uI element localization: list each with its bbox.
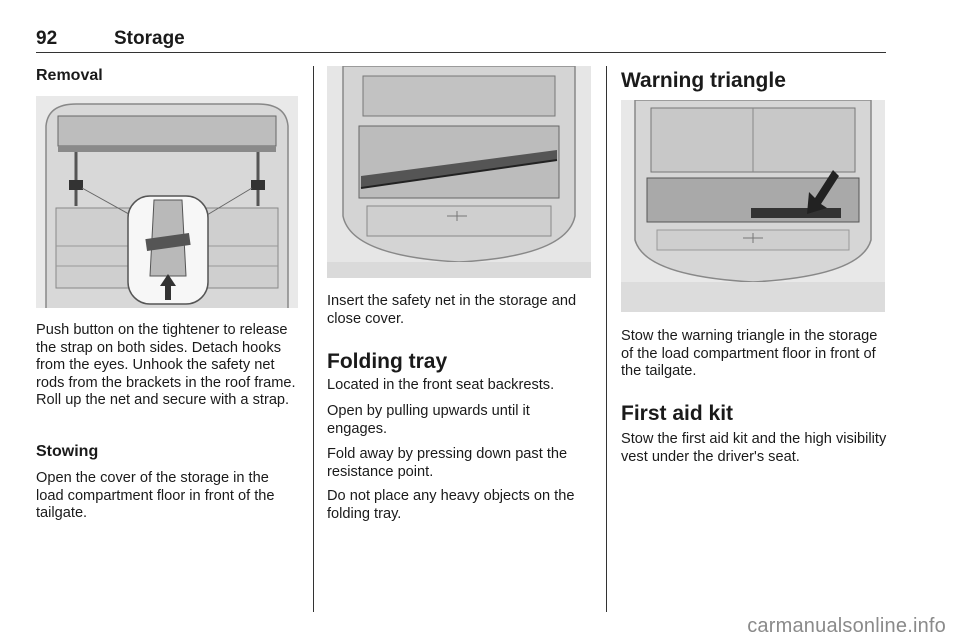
column-divider-1 [313,66,314,612]
folding-tray-heading: Folding tray [327,350,448,373]
removal-heading: Removal [36,67,103,84]
first-aid-kit-heading: First aid kit [621,402,734,425]
column-1 [36,66,300,521]
first-aid-kit-paragraph: Stow the first aid kit and the high visibility vest under the driver's seat. [621,431,887,465]
column-divider-2 [606,66,607,612]
warning-triangle-heading: Warning triangle [621,69,786,92]
removal-paragraph: Push button on the tightener to release the strap on both sides. Detach hooks from the eyes. Unhook the safety net rods from the brackets in the roof frame. Roll up the net and secure with a strap. [36,322,296,408]
safety-net-storage-illustration [327,66,591,278]
insert-net-paragraph: Insert the safety net in the storage and close cover. [327,293,577,327]
page-title: Storage [114,28,185,49]
warning-triangle-illustration [621,100,885,312]
folding-tray-location: Located in the front seat backrests. [327,377,555,393]
warning-triangle-paragraph: Stow the warning triangle in the storage of the load compartment floor in front of the tailgate. [621,328,878,379]
stowing-heading: Stowing [36,443,99,460]
safety-net-removal-illustration [36,96,298,308]
column-3 [621,66,887,465]
stowing-paragraph: Open the cover of the storage in the load compartment floor in front of the tailgate. [36,470,275,521]
page-number: 92 [36,28,58,49]
watermark: carmanualsonline.info [747,615,946,637]
folding-tray-warning: Do not place any heavy objects on the folding tray. [327,488,575,522]
folding-tray-open: Open by pulling upwards until it engages. [327,403,530,437]
page-header [36,28,886,53]
folding-tray-fold-away: Fold away by pressing down past the resistance point. [327,446,568,480]
